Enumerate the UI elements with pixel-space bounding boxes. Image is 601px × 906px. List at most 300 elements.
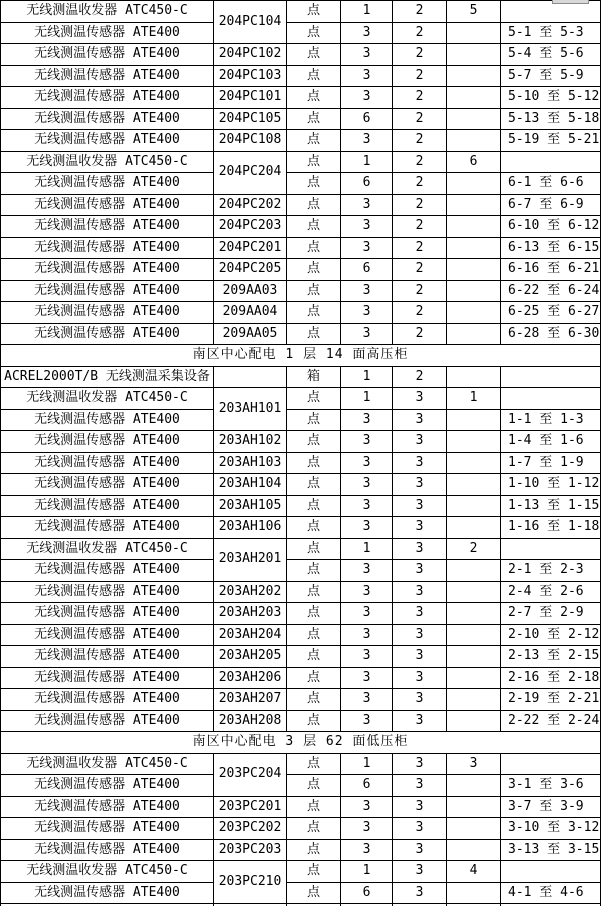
qty-cell: 3 — [341, 689, 393, 711]
device-code-cell: 203AH203 — [214, 603, 287, 625]
device-name-cell: 无线测温传感器 ATE400 — [1, 624, 214, 646]
device-code-cell: 204PC103 — [214, 65, 287, 87]
device-code-cell: 204PC105 — [214, 108, 287, 130]
device-name-cell: 无线测温传感器 ATE400 — [1, 22, 214, 44]
point-range-cell: 6-10 至 6-12 — [501, 216, 601, 238]
qty-cell: 3 — [341, 431, 393, 453]
num2-cell: 3 — [393, 646, 447, 668]
device-code-cell: 203AH204 — [214, 624, 287, 646]
point-range-cell: 2-7 至 2-9 — [501, 603, 601, 625]
device-name-cell: 无线测温传感器 ATE400 — [1, 194, 214, 216]
qty-cell: 3 — [341, 237, 393, 259]
num2-cell: 3 — [393, 581, 447, 603]
qty-cell: 1 — [341, 388, 393, 410]
point-range-cell: 5-1 至 5-3 — [501, 22, 601, 44]
point-range-cell: 2-10 至 2-12 — [501, 624, 601, 646]
point-range-cell: 6-28 至 6-30 — [501, 323, 601, 345]
group-no-cell — [447, 87, 501, 109]
device-name-cell: 无线测温传感器 ATE400 — [1, 560, 214, 582]
group-no-cell — [447, 495, 501, 517]
section-title: 南区中心配电 3 层 62 面低压柜 — [1, 732, 601, 754]
device-name-cell: 无线测温传感器 ATE400 — [1, 409, 214, 431]
device-name-cell: ACREL2000T/B 无线测温采集设备 — [1, 366, 214, 388]
num2-cell: 3 — [393, 560, 447, 582]
num2-cell: 2 — [393, 366, 447, 388]
table-row — [1, 517, 601, 539]
device-name-cell: 无线测温传感器 ATE400 — [1, 237, 214, 259]
device-code-cell: 203AH101 — [214, 388, 287, 431]
point-range-cell — [501, 388, 601, 410]
device-name-cell: 无线测温传感器 ATE400 — [1, 818, 214, 840]
table-row — [1, 452, 601, 474]
device-name-cell: 无线测温传感器 ATE400 — [1, 173, 214, 195]
group-no-cell: 6 — [447, 151, 501, 173]
group-no-cell — [447, 775, 501, 797]
qty-cell: 3 — [341, 710, 393, 732]
group-no-cell — [447, 581, 501, 603]
unit-cell: 点 — [287, 818, 341, 840]
unit-cell: 点 — [287, 237, 341, 259]
table-row — [1, 237, 601, 259]
unit-cell: 点 — [287, 431, 341, 453]
unit-cell: 点 — [287, 280, 341, 302]
qty-cell: 6 — [341, 108, 393, 130]
num2-cell: 2 — [393, 108, 447, 130]
group-no-cell — [447, 280, 501, 302]
table-row — [1, 603, 601, 625]
group-no-cell — [447, 839, 501, 861]
device-code-cell: 203PC210 — [214, 861, 287, 904]
device-name-cell: 无线测温传感器 ATE400 — [1, 130, 214, 152]
unit-cell: 点 — [287, 1, 341, 23]
qty-cell: 1 — [341, 861, 393, 883]
device-code-cell: 204PC205 — [214, 259, 287, 281]
point-range-cell: 2-19 至 2-21 — [501, 689, 601, 711]
num2-cell: 3 — [393, 882, 447, 904]
num2-cell: 2 — [393, 44, 447, 66]
unit-cell: 点 — [287, 388, 341, 410]
unit-cell: 点 — [287, 323, 341, 345]
group-no-cell: 2 — [447, 538, 501, 560]
device-name-cell: 无线测温传感器 ATE400 — [1, 689, 214, 711]
device-code-cell: 203AH207 — [214, 689, 287, 711]
qty-cell: 3 — [341, 65, 393, 87]
device-code-cell: 203AH106 — [214, 517, 287, 539]
table-row — [1, 151, 601, 173]
device-name-cell: 无线测温传感器 ATE400 — [1, 65, 214, 87]
group-no-cell — [447, 689, 501, 711]
device-code-cell: 203AH104 — [214, 474, 287, 496]
unit-cell: 点 — [287, 839, 341, 861]
device-code-cell: 204PC202 — [214, 194, 287, 216]
device-code-cell: 204PC201 — [214, 237, 287, 259]
device-name-cell: 无线测温传感器 ATE400 — [1, 431, 214, 453]
device-code-cell: 203AH205 — [214, 646, 287, 668]
num2-cell: 2 — [393, 302, 447, 324]
device-code-cell: 203PC202 — [214, 818, 287, 840]
point-range-cell — [501, 366, 601, 388]
num2-cell: 2 — [393, 65, 447, 87]
point-range-cell: 6-25 至 6-27 — [501, 302, 601, 324]
table-row — [1, 1, 601, 23]
table-row — [1, 87, 601, 109]
qty-cell: 3 — [341, 517, 393, 539]
num2-cell: 3 — [393, 861, 447, 883]
device-name-cell: 无线测温传感器 ATE400 — [1, 796, 214, 818]
unit-cell: 箱 — [287, 366, 341, 388]
group-no-cell — [447, 173, 501, 195]
device-name-cell: 无线测温传感器 ATE400 — [1, 517, 214, 539]
num2-cell: 3 — [393, 710, 447, 732]
device-code-cell: 203AH202 — [214, 581, 287, 603]
num2-cell: 3 — [393, 818, 447, 840]
group-no-cell — [447, 560, 501, 582]
num2-cell: 3 — [393, 796, 447, 818]
table-row — [1, 689, 601, 711]
num2-cell: 3 — [393, 474, 447, 496]
unit-cell: 点 — [287, 302, 341, 324]
table-row — [1, 624, 601, 646]
device-name-cell: 无线测温传感器 ATE400 — [1, 302, 214, 324]
unit-cell: 点 — [287, 775, 341, 797]
device-name-cell: 无线测温传感器 ATE400 — [1, 603, 214, 625]
qty-cell: 3 — [341, 818, 393, 840]
device-code-cell: 204PC203 — [214, 216, 287, 238]
scrollbar-handle-fragment[interactable] — [552, 0, 589, 4]
table-row — [1, 474, 601, 496]
device-name-cell: 无线测温传感器 ATE400 — [1, 775, 214, 797]
num2-cell: 2 — [393, 237, 447, 259]
device-code-cell: 203AH208 — [214, 710, 287, 732]
device-code-cell: 203PC204 — [214, 753, 287, 796]
device-name-cell: 无线测温传感器 ATE400 — [1, 280, 214, 302]
qty-cell: 6 — [341, 173, 393, 195]
device-code-cell: 204PC102 — [214, 44, 287, 66]
device-code-cell: 203AH103 — [214, 452, 287, 474]
qty-cell: 3 — [341, 603, 393, 625]
table-row — [1, 130, 601, 152]
num2-cell: 2 — [393, 130, 447, 152]
num2-cell: 3 — [393, 495, 447, 517]
device-code-cell: 203AH105 — [214, 495, 287, 517]
point-range-cell: 6-13 至 6-15 — [501, 237, 601, 259]
device-code-cell — [214, 366, 287, 388]
device-name-cell: 无线测温传感器 ATE400 — [1, 44, 214, 66]
point-range-cell: 3-1 至 3-6 — [501, 775, 601, 797]
table-row — [1, 646, 601, 668]
table-row — [1, 22, 601, 44]
unit-cell: 点 — [287, 474, 341, 496]
num2-cell: 2 — [393, 259, 447, 281]
device-code-cell: 203AH206 — [214, 667, 287, 689]
qty-cell: 3 — [341, 130, 393, 152]
group-no-cell — [447, 22, 501, 44]
num2-cell: 3 — [393, 667, 447, 689]
unit-cell: 点 — [287, 689, 341, 711]
unit-cell: 点 — [287, 796, 341, 818]
qty-cell: 3 — [341, 194, 393, 216]
point-range-cell: 3-13 至 3-15 — [501, 839, 601, 861]
point-range-cell: 3-7 至 3-9 — [501, 796, 601, 818]
point-range-cell: 1-16 至 1-18 — [501, 517, 601, 539]
table-row — [1, 280, 601, 302]
point-range-cell — [501, 538, 601, 560]
table-row — [1, 216, 601, 238]
point-range-cell: 6-1 至 6-6 — [501, 173, 601, 195]
point-range-cell: 2-22 至 2-24 — [501, 710, 601, 732]
num2-cell: 2 — [393, 323, 447, 345]
group-no-cell: 3 — [447, 753, 501, 775]
qty-cell: 6 — [341, 882, 393, 904]
table-row — [1, 173, 601, 195]
group-no-cell — [447, 818, 501, 840]
num2-cell: 3 — [393, 753, 447, 775]
device-code-cell: 203PC201 — [214, 796, 287, 818]
device-name-cell: 无线测温传感器 ATE400 — [1, 581, 214, 603]
point-range-cell: 1-4 至 1-6 — [501, 431, 601, 453]
unit-cell: 点 — [287, 44, 341, 66]
device-name-cell: 无线测温传感器 ATE400 — [1, 495, 214, 517]
table-row — [1, 409, 601, 431]
table-row — [1, 65, 601, 87]
unit-cell: 点 — [287, 495, 341, 517]
group-no-cell — [447, 302, 501, 324]
group-no-cell — [447, 474, 501, 496]
qty-cell: 1 — [341, 366, 393, 388]
num2-cell: 3 — [393, 388, 447, 410]
device-name-cell: 无线测温收发器 ATC450-C — [1, 538, 214, 560]
num2-cell: 3 — [393, 538, 447, 560]
unit-cell: 点 — [287, 216, 341, 238]
group-no-cell — [447, 237, 501, 259]
group-no-cell — [447, 431, 501, 453]
table-row — [1, 194, 601, 216]
group-no-cell — [447, 44, 501, 66]
table-row — [1, 538, 601, 560]
device-name-cell: 无线测温传感器 ATE400 — [1, 108, 214, 130]
unit-cell: 点 — [287, 882, 341, 904]
group-no-cell — [447, 517, 501, 539]
table-row — [1, 861, 601, 883]
group-no-cell — [447, 130, 501, 152]
device-code-cell: 204PC104 — [214, 1, 287, 44]
qty-cell: 1 — [341, 151, 393, 173]
qty-cell: 3 — [341, 560, 393, 582]
point-range-cell: 2-1 至 2-3 — [501, 560, 601, 582]
device-name-cell: 无线测温收发器 ATC450-C — [1, 1, 214, 23]
device-name-cell: 无线测温传感器 ATE400 — [1, 452, 214, 474]
qty-cell: 3 — [341, 44, 393, 66]
group-no-cell: 1 — [447, 388, 501, 410]
num2-cell: 3 — [393, 624, 447, 646]
point-range-cell: 6-22 至 6-24 — [501, 280, 601, 302]
point-range-cell: 5-4 至 5-6 — [501, 44, 601, 66]
qty-cell: 3 — [341, 581, 393, 603]
device-name-cell: 无线测温传感器 ATE400 — [1, 710, 214, 732]
section-header-row — [1, 732, 601, 754]
point-range-cell: 3-10 至 3-12 — [501, 818, 601, 840]
table-row — [1, 839, 601, 861]
device-name-cell: 无线测温传感器 ATE400 — [1, 216, 214, 238]
device-name-cell: 无线测温收发器 ATC450-C — [1, 388, 214, 410]
unit-cell: 点 — [287, 22, 341, 44]
table-row — [1, 44, 601, 66]
point-range-cell: 6-16 至 6-21 — [501, 259, 601, 281]
qty-cell: 3 — [341, 646, 393, 668]
point-range-cell — [501, 753, 601, 775]
table-row — [1, 818, 601, 840]
group-no-cell — [447, 194, 501, 216]
device-code-cell: 209AA04 — [214, 302, 287, 324]
unit-cell: 点 — [287, 151, 341, 173]
group-no-cell — [447, 409, 501, 431]
device-code-cell: 204PC108 — [214, 130, 287, 152]
table-row — [1, 302, 601, 324]
qty-cell: 6 — [341, 259, 393, 281]
unit-cell: 点 — [287, 452, 341, 474]
group-no-cell — [447, 108, 501, 130]
qty-cell: 3 — [341, 839, 393, 861]
point-range-cell: 1-13 至 1-15 — [501, 495, 601, 517]
unit-cell: 点 — [287, 560, 341, 582]
num2-cell: 3 — [393, 452, 447, 474]
point-range-cell: 5-13 至 5-18 — [501, 108, 601, 130]
table-row — [1, 882, 601, 904]
unit-cell: 点 — [287, 108, 341, 130]
device-name-cell: 无线测温传感器 ATE400 — [1, 646, 214, 668]
table-row — [1, 710, 601, 732]
qty-cell: 3 — [341, 216, 393, 238]
unit-cell: 点 — [287, 173, 341, 195]
device-name-cell: 无线测温收发器 ATC450-C — [1, 151, 214, 173]
point-range-cell: 5-10 至 5-12 — [501, 87, 601, 109]
unit-cell: 点 — [287, 409, 341, 431]
group-no-cell — [447, 259, 501, 281]
device-code-cell: 203AH102 — [214, 431, 287, 453]
group-no-cell — [447, 710, 501, 732]
unit-cell: 点 — [287, 646, 341, 668]
qty-cell: 3 — [341, 667, 393, 689]
device-name-cell: 无线测温传感器 ATE400 — [1, 474, 214, 496]
point-range-cell: 1-7 至 1-9 — [501, 452, 601, 474]
qty-cell: 3 — [341, 474, 393, 496]
num2-cell: 2 — [393, 1, 447, 23]
qty-cell: 3 — [341, 22, 393, 44]
group-no-cell — [447, 796, 501, 818]
qty-cell: 3 — [341, 495, 393, 517]
table-row — [1, 796, 601, 818]
unit-cell: 点 — [287, 581, 341, 603]
unit-cell: 点 — [287, 87, 341, 109]
table-row — [1, 108, 601, 130]
num2-cell: 3 — [393, 409, 447, 431]
device-name-cell: 无线测温收发器 ATC450-C — [1, 861, 214, 883]
group-no-cell — [447, 216, 501, 238]
section-header-row — [1, 345, 601, 367]
unit-cell: 点 — [287, 861, 341, 883]
qty-cell: 3 — [341, 409, 393, 431]
point-range-cell: 5-7 至 5-9 — [501, 65, 601, 87]
table-row — [1, 581, 601, 603]
group-no-cell: 5 — [447, 1, 501, 23]
unit-cell: 点 — [287, 667, 341, 689]
group-no-cell — [447, 646, 501, 668]
qty-cell: 3 — [341, 87, 393, 109]
group-no-cell: 4 — [447, 861, 501, 883]
point-range-cell: 2-4 至 2-6 — [501, 581, 601, 603]
unit-cell: 点 — [287, 710, 341, 732]
qty-cell: 1 — [341, 753, 393, 775]
num2-cell: 2 — [393, 173, 447, 195]
table-row — [1, 259, 601, 281]
num2-cell: 3 — [393, 603, 447, 625]
group-no-cell — [447, 667, 501, 689]
point-range-cell: 2-13 至 2-15 — [501, 646, 601, 668]
unit-cell: 点 — [287, 130, 341, 152]
device-name-cell: 无线测温传感器 ATE400 — [1, 667, 214, 689]
group-no-cell — [447, 624, 501, 646]
num2-cell: 3 — [393, 517, 447, 539]
num2-cell: 3 — [393, 839, 447, 861]
device-name-cell: 无线测温传感器 ATE400 — [1, 87, 214, 109]
point-range-cell: 2-16 至 2-18 — [501, 667, 601, 689]
unit-cell: 点 — [287, 65, 341, 87]
group-no-cell — [447, 603, 501, 625]
device-code-cell: 209AA03 — [214, 280, 287, 302]
point-range-cell: 6-7 至 6-9 — [501, 194, 601, 216]
qty-cell: 3 — [341, 280, 393, 302]
section-title: 南区中心配电 1 层 14 面高压柜 — [1, 345, 601, 367]
qty-cell: 3 — [341, 323, 393, 345]
device-code-cell: 204PC204 — [214, 151, 287, 194]
qty-cell: 1 — [341, 538, 393, 560]
num2-cell: 2 — [393, 216, 447, 238]
device-table-body — [1, 1, 601, 906]
qty-cell: 3 — [341, 796, 393, 818]
table-row — [1, 495, 601, 517]
device-code-cell: 203AH201 — [214, 538, 287, 581]
point-range-cell: 4-1 至 4-6 — [501, 882, 601, 904]
num2-cell: 3 — [393, 775, 447, 797]
device-name-cell: 无线测温传感器 ATE400 — [1, 259, 214, 281]
group-no-cell — [447, 452, 501, 474]
num2-cell: 2 — [393, 87, 447, 109]
device-name-cell: 无线测温传感器 ATE400 — [1, 839, 214, 861]
table-row — [1, 431, 601, 453]
qty-cell: 3 — [341, 624, 393, 646]
device-code-cell: 209AA05 — [214, 323, 287, 345]
num2-cell: 2 — [393, 194, 447, 216]
num2-cell: 2 — [393, 151, 447, 173]
unit-cell: 点 — [287, 603, 341, 625]
table-row — [1, 366, 601, 388]
device-code-cell: 203PC203 — [214, 839, 287, 861]
point-range-cell — [501, 861, 601, 883]
group-no-cell — [447, 882, 501, 904]
unit-cell: 点 — [287, 194, 341, 216]
table-row — [1, 388, 601, 410]
num2-cell: 3 — [393, 689, 447, 711]
unit-cell: 点 — [287, 753, 341, 775]
qty-cell: 3 — [341, 302, 393, 324]
table-row — [1, 560, 601, 582]
unit-cell: 点 — [287, 517, 341, 539]
device-name-cell: 无线测温传感器 ATE400 — [1, 323, 214, 345]
qty-cell: 3 — [341, 452, 393, 474]
group-no-cell — [447, 323, 501, 345]
device-code-cell: 204PC101 — [214, 87, 287, 109]
group-no-cell — [447, 65, 501, 87]
